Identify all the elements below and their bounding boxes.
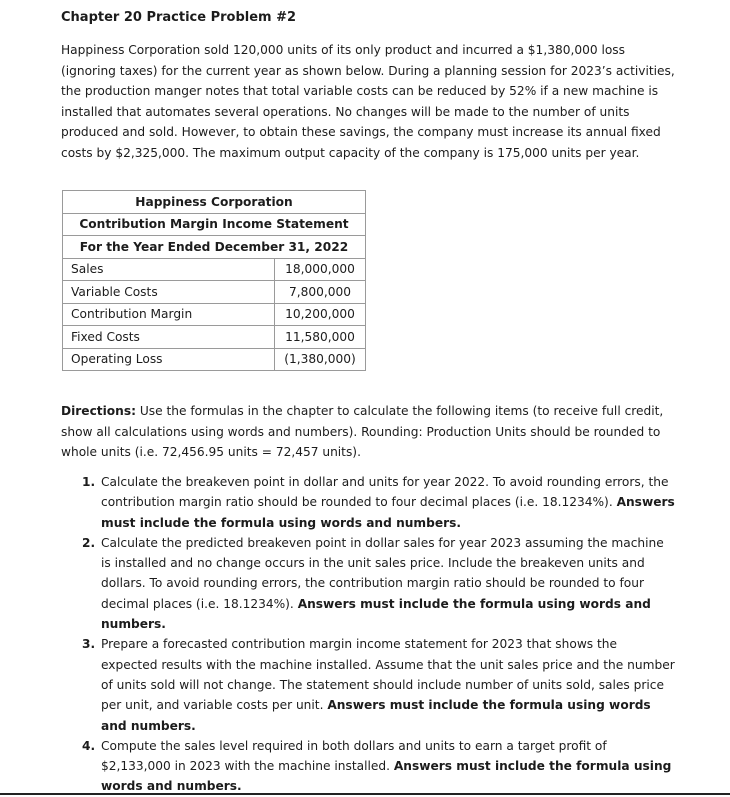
row-amount: 10,200,000 xyxy=(275,303,366,326)
row-amount: 7,800,000 xyxy=(275,281,366,304)
directions-label: Directions: xyxy=(61,404,136,418)
problem-intro: Happiness Corporation sold 120,000 units of its only product and incurred a $1,380,000 loss (ignoring taxes) for the current year as shown below. During a planning session for 2023’s activities, the production manger notes that total variable costs can be reduced by 52% if a new machine is installed that automates several operations. No changes will be made to the number of units produced and sold. However, to obtain these savings, the company must increase its annual fixed costs by $2,325,000. The maximum output capacity of the company is 175,000 units per year. xyxy=(61,43,675,160)
task-emphasis: Answers must include the formula using words and numbers. xyxy=(101,495,675,530)
row-amount: 18,000,000 xyxy=(275,258,366,281)
task-number: 4. xyxy=(82,738,96,753)
task-number: 2. xyxy=(82,535,96,550)
directions-text: Use the formulas in the chapter to calculate the following items (to receive full credit, show all calculations using words and numbers). Rounding: Production Units should be rounded to whole units (i.e. 72,456.95 units = 72,457 units). xyxy=(61,404,664,459)
page-title: Chapter 20 Practice Problem #2 xyxy=(61,10,297,25)
statement-period: For the Year Ended December 31, 2022 xyxy=(63,236,366,259)
row-amount: 11,580,000 xyxy=(275,326,366,349)
task-emphasis: Answers must include the formula using words and numbers. xyxy=(101,596,651,632)
task-emphasis: Answers must include the formula using words and numbers. xyxy=(101,759,672,794)
directions-paragraph xyxy=(61,401,681,463)
row-label: Sales xyxy=(63,258,275,281)
task-text: Compute the sales level required in both dollars and units to earn a target profit of $2,133,000 in 2023 with the machine installed. xyxy=(101,738,607,774)
statement-name: Contribution Margin Income Statement xyxy=(63,213,366,236)
task-text: Prepare a forecasted contribution margin income statement for 2023 that shows the expected results with the machine installed. Assume that the unit sales price and the number of units sold will not change. The statement should include number of units sold, sales price per unit, and variable costs per unit. xyxy=(101,637,675,713)
row-label: Variable Costs xyxy=(63,281,275,304)
list-item xyxy=(82,736,676,797)
list-item xyxy=(82,472,676,533)
task-text: Calculate the predicted breakeven point in dollar sales for year 2023 assuming the machine is installed and no change occurs in the unit sales price. Include the breakeven units and dollars. To avoid rounding errors, the contribution margin ratio should be rounded to four decimal places (i.e. 18.1234%). xyxy=(101,535,664,611)
row-label: Contribution Margin xyxy=(63,303,275,326)
task-number: 3. xyxy=(82,637,96,652)
table-row xyxy=(63,326,366,349)
task-emphasis: Answers must include the formula using words and numbers. xyxy=(101,698,651,733)
list-item xyxy=(82,634,676,735)
row-label: Operating Loss xyxy=(63,348,275,371)
table-row xyxy=(63,281,366,304)
row-label: Fixed Costs xyxy=(63,326,275,349)
task-number: 1. xyxy=(82,475,96,489)
row-amount: (1,380,000) xyxy=(275,348,366,371)
income-statement-table xyxy=(62,190,366,371)
table-row xyxy=(63,258,366,281)
table-row xyxy=(63,348,366,371)
table-row xyxy=(63,303,366,326)
task-list xyxy=(82,472,676,797)
list-item xyxy=(82,533,676,634)
statement-company: Happiness Corporation xyxy=(63,191,366,214)
task-text: Calculate the breakeven point in dollar and units for year 2022. To avoid rounding errors, the contribution margin ratio should be rounded to four decimal places (i.e. 18.1234%). xyxy=(101,475,669,510)
